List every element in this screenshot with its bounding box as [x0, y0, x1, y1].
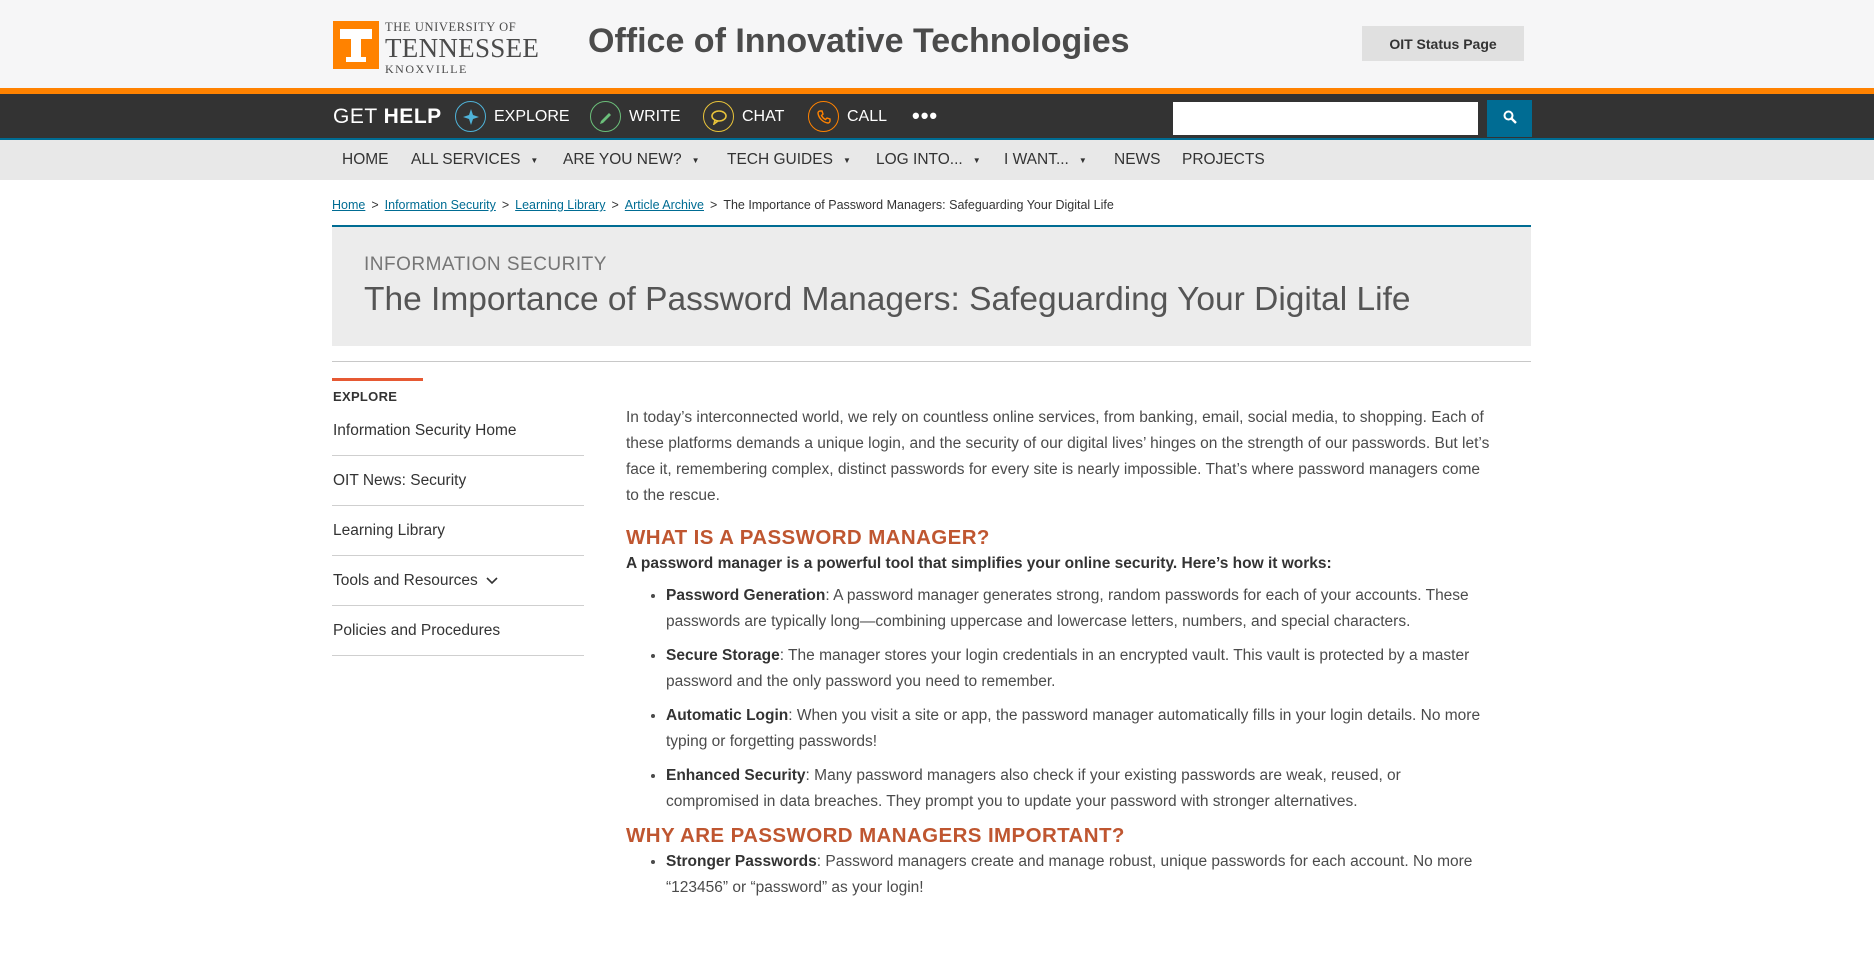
nav-tech-guides[interactable]: TECH GUIDES ▼	[727, 151, 851, 168]
more-options-icon[interactable]: •••	[912, 103, 939, 128]
article-content	[626, 405, 1496, 909]
search-input[interactable]	[1173, 102, 1478, 135]
feature-list	[666, 583, 1496, 815]
search-icon	[1503, 110, 1517, 127]
search-button[interactable]	[1487, 100, 1532, 137]
breadcrumb-separator: >	[611, 198, 619, 212]
help-write-link[interactable]	[590, 101, 681, 132]
breadcrumb-separator: >	[501, 198, 510, 212]
list-item: • Password Generation: A password manager generates strong, random passwords for each of your accounts. These passwords are typically long—combining uppercase and lowercase letters, numbers, and special characters.	[666, 583, 1496, 635]
help-call-link[interactable]	[808, 101, 887, 132]
chevron-down-icon[interactable]	[486, 573, 498, 588]
breadcrumb-article-archive-link[interactable]: Article Archive	[624, 198, 704, 212]
help-chat-link[interactable]	[703, 101, 784, 132]
nav-log-into[interactable]: LOG INTO... ▼	[876, 151, 981, 168]
nav-news[interactable]: NEWS	[1114, 151, 1161, 168]
sidebar-item-tools-and-resources[interactable]: Tools and Resources	[332, 556, 584, 606]
page-title: The Importance of Password Managers: Safeguarding Your Digital Life	[364, 281, 1411, 318]
list-item: • Secure Storage: The manager stores your login credentials in an encrypted vault. This vault is protected by a master password and the only password you need to remember.	[666, 643, 1496, 695]
logo-line-1: THE UNIVERSITY OF	[385, 20, 517, 34]
help-write-label: WRITE	[629, 107, 681, 125]
phone-icon	[808, 101, 839, 132]
site-header	[0, 0, 1874, 88]
sidebar-nav	[332, 406, 584, 656]
title-divider	[332, 361, 1531, 362]
section-heading-why-important: WHY ARE PASSWORD MANAGERS IMPORTANT?	[626, 824, 1125, 847]
sidebar-item-learning-library[interactable]: Learning Library	[332, 506, 584, 556]
list-item: • Stronger Passwords: Password managers create and manage robust, unique passwords for each account. No more “123456” or “password” as your login!	[666, 849, 1496, 901]
help-explore-link[interactable]	[455, 101, 570, 132]
nav-are-you-new[interactable]: ARE YOU NEW? ▼	[563, 151, 700, 168]
main-nav	[0, 140, 1874, 180]
chat-bubble-icon	[703, 101, 734, 132]
page-title-block	[332, 225, 1531, 346]
article-intro: In today’s interconnected world, we rely on countless online services, from banking, email, social media, to shopping. Each of these platforms demands a unique login, and the security of our digital lives’ hinges on the strength of our passwords. But let’s face it, remembering complex, distinct passwords for every site is nearly impossible. That’s where password managers come to the rescue.	[626, 409, 1490, 504]
help-call-label: CALL	[847, 107, 888, 125]
sidebar-item-policies-and-procedures[interactable]: Policies and Procedures	[332, 606, 584, 656]
importance-list	[666, 849, 1496, 901]
breadcrumb-learning-library-link[interactable]: Learning Library	[515, 198, 606, 212]
section-heading-what-is: WHAT IS A PASSWORD MANAGER?	[626, 526, 990, 549]
breadcrumb-separator: >	[371, 198, 379, 212]
nav-i-want[interactable]: I WANT... ▼	[1004, 151, 1087, 168]
caret-down-icon: ▼	[842, 155, 851, 165]
logo-line-2: TENNESSEE	[385, 32, 540, 63]
caret-down-icon: ▼	[972, 155, 981, 165]
help-chat-label: CHAT	[742, 107, 785, 125]
sidebar-item-information-security-home[interactable]: Information Security Home	[332, 406, 584, 456]
sidebar-item-oit-news-security[interactable]: OIT News: Security	[332, 456, 584, 506]
section-label: INFORMATION SECURITY	[364, 254, 607, 275]
nav-all-services[interactable]: ALL SERVICES ▼	[411, 151, 539, 168]
section-lead: A password manager is a powerful tool that simplifies your online security. Here’s how it works:	[626, 555, 1332, 572]
breadcrumb-home-link[interactable]: Home	[332, 198, 366, 212]
caret-down-icon: ▼	[530, 155, 539, 165]
caret-down-icon: ▼	[691, 155, 700, 165]
breadcrumb	[332, 198, 1114, 212]
office-title[interactable]: Office of Innovative Technologies	[588, 22, 1130, 60]
sidebar-accent-bar	[332, 378, 423, 381]
logo-line-3: KNOXVILLE	[385, 61, 468, 76]
oit-status-button[interactable]: OIT Status Page	[1362, 26, 1524, 61]
pencil-icon	[590, 101, 621, 132]
breadcrumb-information-security-link[interactable]: Information Security	[384, 198, 496, 212]
power-t-icon	[333, 21, 379, 69]
nav-projects[interactable]: PROJECTS	[1182, 151, 1265, 168]
list-item: • Enhanced Security: Many password managers also check if your existing passwords are weak, reused, or compromised in data breaches. They prompt you to update your password with stronger alternatives.	[666, 763, 1496, 815]
sidebar-heading: EXPLORE	[333, 389, 398, 404]
caret-down-icon: ▼	[1078, 155, 1087, 165]
breadcrumb-current: The Importance of Password Managers: Safeguarding Your Digital Life	[723, 198, 1114, 212]
help-explore-label: EXPLORE	[494, 107, 570, 125]
list-item: • Automatic Login: When you visit a site or app, the password manager automatically fills in your login details. No more typing or forgetting passwords!	[666, 703, 1496, 755]
compass-icon	[455, 101, 486, 132]
university-logo[interactable]	[333, 21, 539, 75]
get-help-bar	[0, 94, 1874, 140]
breadcrumb-separator: >	[710, 198, 718, 212]
get-help-label: GET HELP	[333, 105, 442, 128]
nav-home[interactable]: HOME	[342, 151, 389, 168]
